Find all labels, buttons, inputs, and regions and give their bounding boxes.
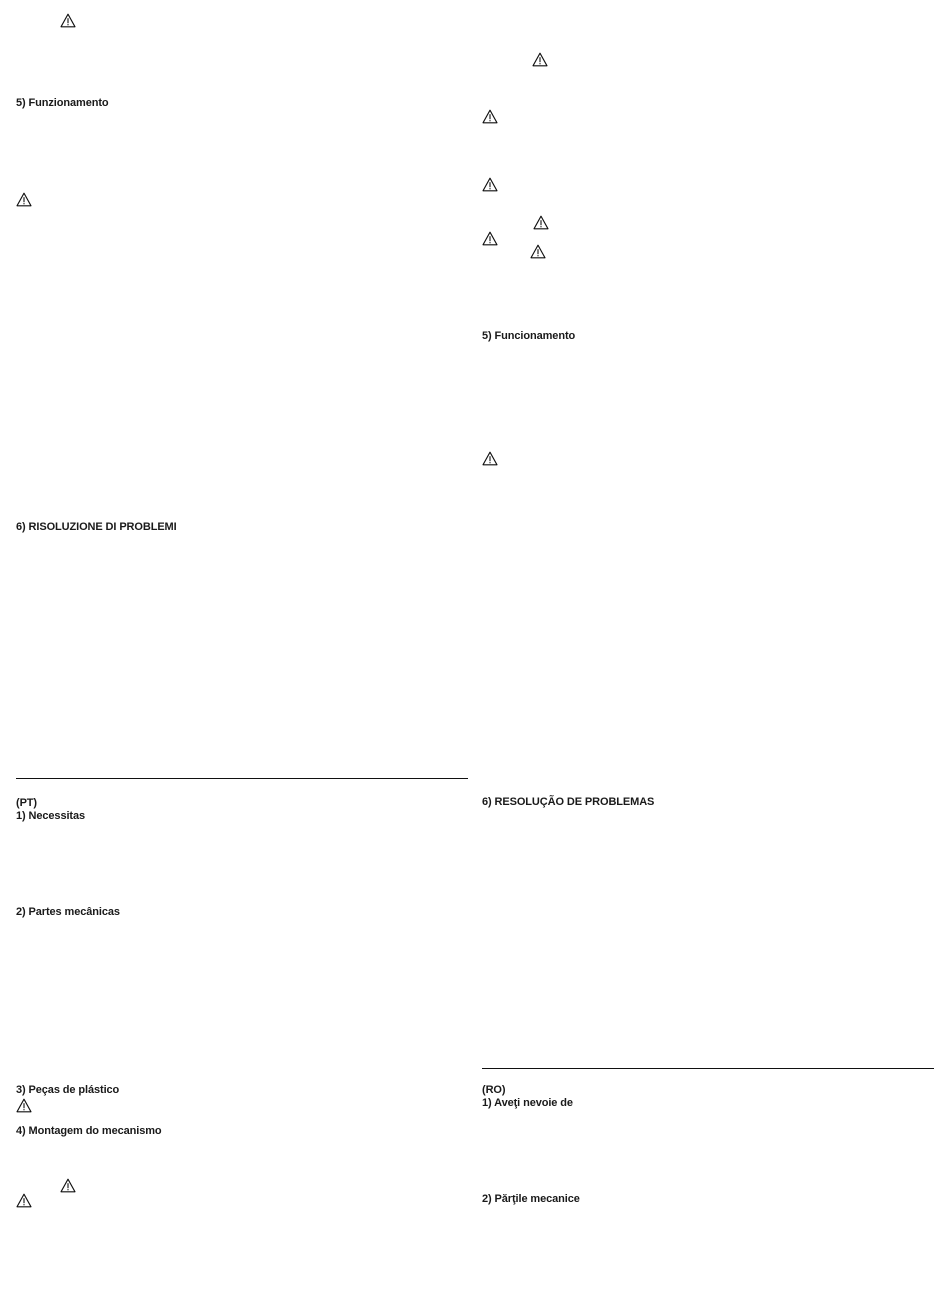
section-heading-ro-needs: 1) Aveţi nevoie de [482,1097,573,1109]
warning-icon [530,244,546,259]
section-heading-pt-assembly: 4) Montagem do mecanismo [16,1125,162,1137]
warning-icon [60,1178,76,1193]
section-heading-pt-needs: 1) Necessitas [16,810,86,822]
warning-icon [533,215,549,230]
section-heading-ro-mechanical: 2) Părţile mecanice [482,1193,580,1205]
warning-icon [16,1098,32,1113]
warning-icon [16,1193,32,1208]
section-divider [16,778,468,779]
language-label-ro: (RO) [482,1084,506,1096]
warning-icon [532,52,548,67]
warning-icon [482,177,498,192]
language-label-pt: (PT) [16,797,37,809]
warning-icon [482,451,498,466]
warning-icon [60,13,76,28]
section-heading-pt-plastic: 3) Peças de plástico [16,1084,120,1096]
section-heading-pt-operation: 5) Funcionamento [482,330,576,342]
warning-icon [482,231,498,246]
section-heading-it-operation: 5) Funzionamento [16,97,109,109]
warning-icon [482,109,498,124]
section-divider [482,1068,934,1069]
section-heading-pt-mechanical: 2) Partes mecânicas [16,906,120,918]
warning-icon [16,192,32,207]
section-heading-it-troubleshooting: 6) RISOLUZIONE DI PROBLEMI [16,521,177,533]
section-heading-pt-troubleshooting: 6) RESOLUÇÃO DE PROBLEMAS [482,796,655,808]
